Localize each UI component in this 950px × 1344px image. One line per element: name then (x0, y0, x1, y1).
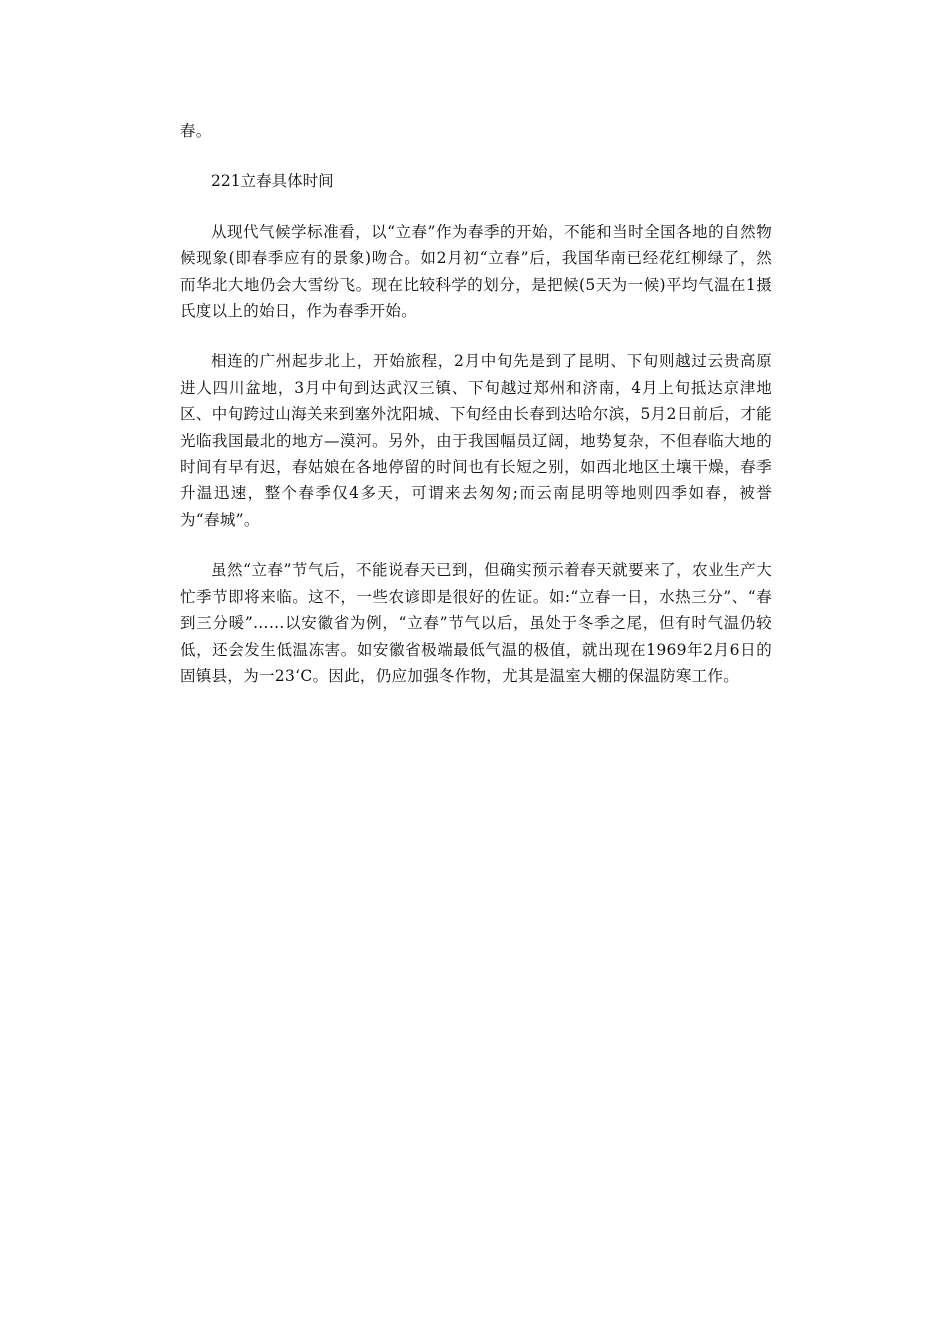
document-page (180, 118, 772, 689)
paragraph-fragment: 春。 (180, 122, 212, 140)
paragraph-1: 从现代气候学标准看，以“立春”作为春季的开始，不能和当时全国各地的自然物候现象(即春季应有的景象)吻合。如2月初“立春”后，我国华南已经花红柳绿了，然而华北大地仍会大雪纷飞。现在比较科学的划分，是把候(5天为一候)平均气温在1摄氏度以上的始日，作为春季开始。 (180, 222, 772, 321)
section-heading: 221立春具体时间 (211, 172, 334, 191)
paragraph-2: 相连的广州起步北上，开始旅程，2月中旬先是到了昆明、下旬则越过云贵高原进人四川盆地，3月中旬到达武汉三镇、下旬越过郑州和济南，4月上旬抵达京津地区、中旬跨过山海关来到塞外沈阳城、下旬经由长春到达哈尔滨，5月2日前后，才能光临我国最北的地方—漠河。另外，由于我国幅员辽阔，地势复杂，不但春临大地的时间有早有迟，春姑娘在各地停留的时间也有长短之别，如西北地区土壤干燥，春季升温迅速，整个春季仅4多天，可谓来去匆匆;而云南昆明等地则四季如春，被誉为“春城”。 (180, 352, 772, 529)
paragraph-3: 虽然“立春”节气后，不能说春天已到，但确实预示着春天就要来了，农业生产大忙季节即将来临。这不，一些农谚即是很好的佐证。如:“立春一日，水热三分”、“春到三分暖”……以安徽省为例，“立春”节气以后，虽处于冬季之尾，但有时气温仍较低，还会发生低温冻害。如安徽省极端最低气温的极值，就出现在1969年2月6日的固镇县，为一23‘C。因此，仍应加强冬作物，尤其是温室大棚的保温防寒工作。 (180, 561, 772, 685)
